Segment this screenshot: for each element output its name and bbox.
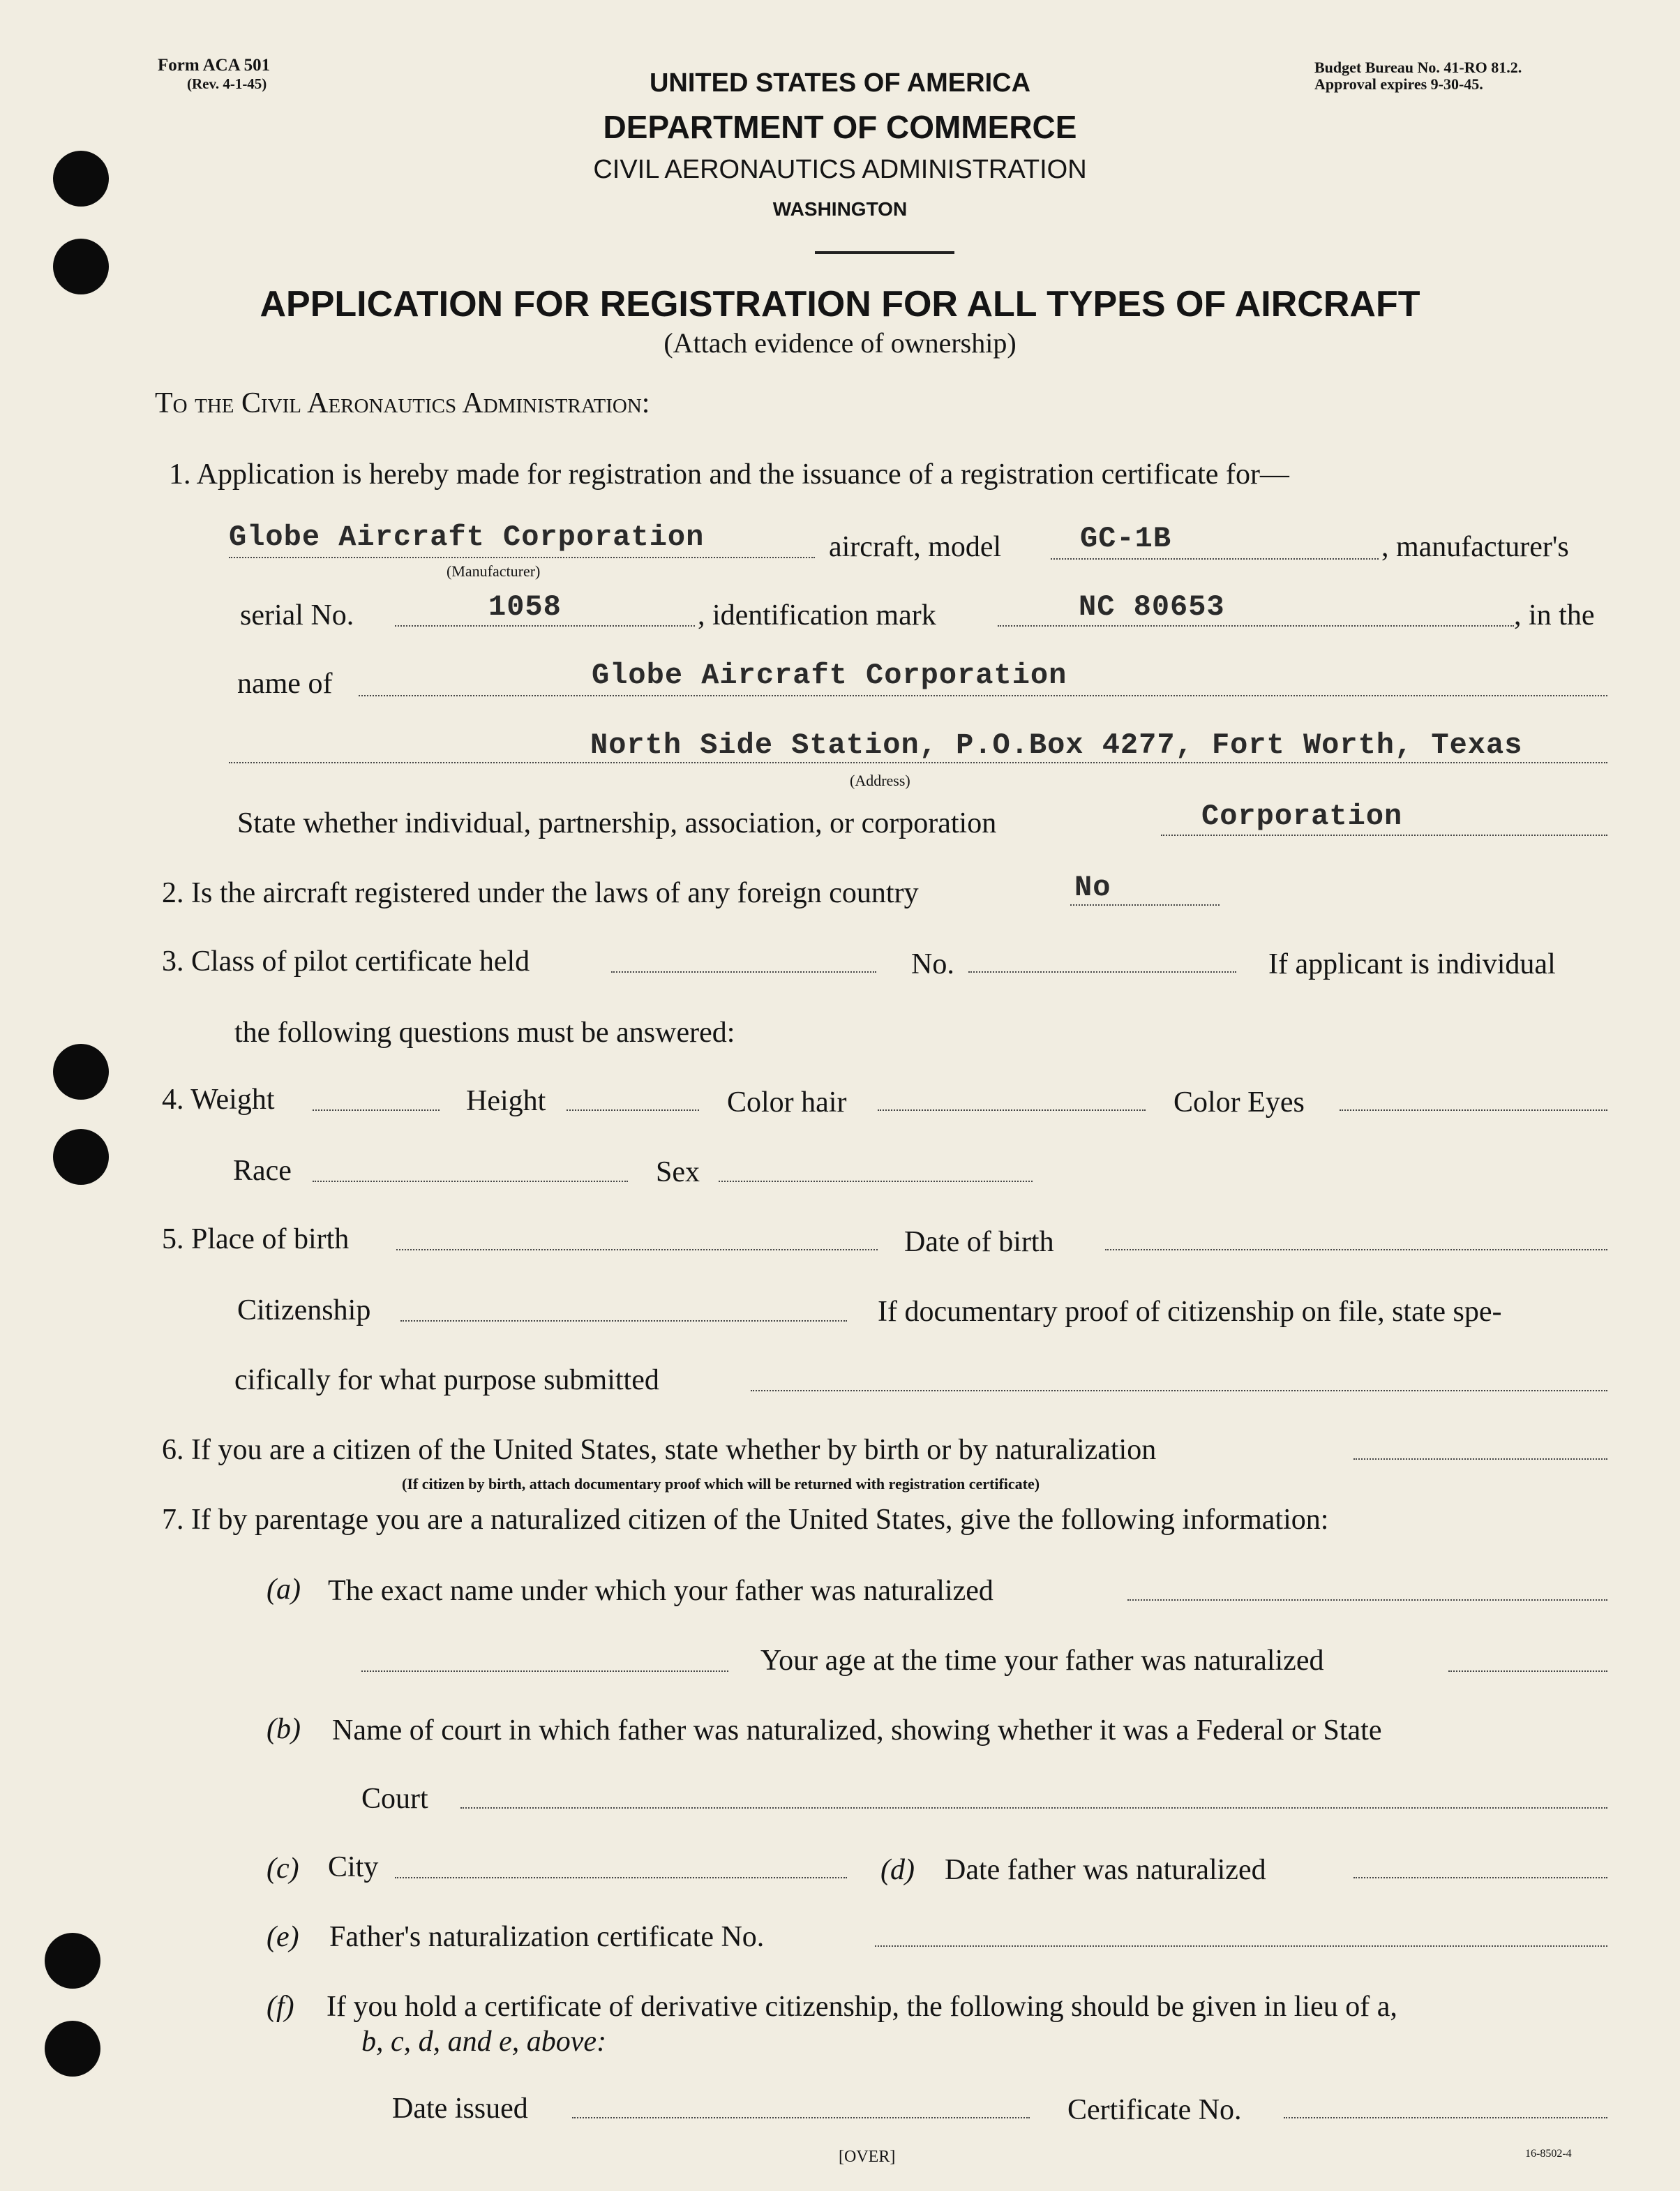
citizenship-field-line: [400, 1320, 847, 1322]
ident-value[interactable]: NC 80653: [1079, 590, 1225, 624]
address-field-line: [229, 762, 1607, 763]
height-label: Height: [466, 1085, 546, 1117]
address-caption: (Address): [850, 772, 910, 789]
serial-value[interactable]: 1058: [488, 590, 562, 624]
address-value[interactable]: North Side Station, P.O.Box 4277, Fort Worth, Texas: [590, 728, 1523, 762]
q7b-label: Name of court in which father was naturalized, showing whether it was a Federal or State: [332, 1714, 1382, 1747]
manufacturers-label: , manufacturer's: [1381, 531, 1569, 563]
place-of-birth-field-line: [396, 1249, 878, 1250]
over-marker: [OVER]: [839, 2148, 896, 2166]
q7e-letter: (e): [267, 1921, 299, 1953]
q7b-letter: (b): [267, 1713, 301, 1745]
form-number: Form ACA 501: [158, 56, 271, 75]
weight-field-line: [313, 1109, 440, 1111]
header-city: WASHINGTON: [772, 198, 908, 220]
aircraft-model-label: aircraft, model: [829, 531, 1002, 563]
cert-no-field-line: [1284, 2117, 1607, 2118]
color-eyes-field-line: [1340, 1109, 1607, 1111]
header-rule: [815, 251, 954, 254]
q7-label: 7. If by parentage you are a naturalized citizen of the United States, give the following information:: [162, 1504, 1329, 1536]
q6-label: 6. If you are a citizen of the United States, state whether by birth or by naturalization: [162, 1434, 1157, 1466]
place-of-birth-label: 5. Place of birth: [162, 1223, 350, 1255]
entity-type-label: State whether individual, partnership, association, or corporation: [237, 807, 997, 839]
budget-bureau-no: Budget Bureau No. 41-RO 81.2.: [1314, 59, 1522, 76]
header-country: UNITED STATES OF AMERICA: [649, 68, 1031, 98]
q7d-field-line: [1353, 1877, 1607, 1878]
name-of-label: name of: [237, 668, 333, 700]
height-field-line: [567, 1109, 699, 1111]
q7c-label: City: [328, 1851, 379, 1883]
q7b-court-field-line: [460, 1807, 1607, 1809]
entity-type-value[interactable]: Corporation: [1201, 800, 1403, 833]
header-department: DEPARTMENT OF COMMERCE: [603, 109, 1077, 145]
date-issued-label: Date issued: [392, 2093, 528, 2125]
date-of-birth-label: Date of birth: [904, 1226, 1054, 1258]
header-agency: CIVIL AERONAUTICS ADMINISTRATION: [593, 155, 1087, 184]
purpose-field-line: [751, 1390, 1607, 1391]
q7f-line2: b, c, d, and e, above:: [361, 2026, 607, 2058]
date-of-birth-field-line: [1105, 1249, 1607, 1250]
q7f-label: If you hold a certificate of derivative citizenship, the following should be given in lieu of a,: [327, 1991, 1397, 2023]
cert-no-label: Certificate No.: [1067, 2094, 1242, 2126]
foreign-registration-value[interactable]: No: [1074, 871, 1111, 904]
salutation: To the Civil Aeronautics Administration:: [155, 387, 650, 419]
q7e-field-line: [875, 1945, 1607, 1947]
q7c-field-line: [395, 1877, 847, 1878]
q7a-letter: (a): [267, 1573, 301, 1606]
q7a-label: The exact name under which your father was naturalized: [328, 1575, 993, 1607]
purpose-label: cifically for what purpose submitted: [234, 1364, 659, 1396]
q7c-letter: (c): [267, 1853, 299, 1885]
sex-field-line: [719, 1181, 1033, 1182]
punch-hole: [53, 1129, 109, 1185]
form-subtitle: (Attach evidence of ownership): [663, 327, 1017, 359]
if-individual-label: If applicant is individual: [1268, 948, 1556, 980]
sex-label: Sex: [656, 1156, 700, 1188]
proof-label: If documentary proof of citizenship on file, state spe-: [878, 1296, 1502, 1328]
print-code: 16-8502-4: [1525, 2148, 1572, 2160]
approval-expiry: Approval expires 9-30-45.: [1314, 75, 1483, 93]
manufacturer-caption: (Manufacturer): [447, 562, 541, 580]
q7f-letter: (f): [267, 1991, 294, 2023]
punch-hole: [53, 1044, 109, 1100]
ident-label: , identification mark: [698, 599, 936, 631]
q2-label: 2. Is the aircraft registered under the laws of any foreign country: [162, 877, 919, 909]
q7d-label: Date father was naturalized: [945, 1854, 1266, 1886]
q3-label: 3. Class of pilot certificate held: [162, 945, 530, 978]
citizenship-label: Citizenship: [237, 1294, 371, 1326]
weight-label: 4. Weight: [162, 1084, 275, 1116]
race-label: Race: [233, 1155, 292, 1187]
serial-label: serial No.: [240, 599, 354, 631]
form-revision: (Rev. 4-1-45): [187, 75, 267, 92]
punch-hole: [45, 1933, 100, 1989]
form-title: APPLICATION FOR REGISTRATION FOR ALL TYPES OF AIRCRAFT: [260, 284, 1420, 324]
ident-field-line: [998, 625, 1514, 627]
q7a-field-line-2: [361, 1670, 728, 1672]
q7a-field-line: [1127, 1599, 1607, 1601]
q7e-label: Father's naturalization certificate No.: [329, 1921, 765, 1953]
color-hair-label: Color hair: [727, 1086, 847, 1119]
color-hair-field-line: [878, 1109, 1146, 1111]
pilot-cert-field-line: [611, 971, 876, 973]
q7a-age-field-line: [1448, 1670, 1607, 1672]
q7a-age-label: Your age at the time your father was naturalized: [760, 1645, 1324, 1677]
punch-hole: [45, 2021, 100, 2077]
date-issued-field-line: [572, 2117, 1030, 2118]
race-field-line: [313, 1181, 628, 1182]
pilot-cert-no-field-line: [968, 971, 1236, 973]
model-field-line: [1051, 558, 1379, 560]
serial-field-line: [395, 625, 695, 627]
model-value[interactable]: GC-1B: [1080, 522, 1172, 555]
q7b-court-label: Court: [361, 1783, 428, 1815]
foreign-field-line: [1070, 904, 1220, 906]
color-eyes-label: Color Eyes: [1173, 1086, 1305, 1119]
q1-intro: 1. Application is hereby made for registration and the issuance of a registration certificate for—: [169, 458, 1289, 491]
entity-type-field-line: [1161, 835, 1607, 836]
q7d-letter: (d): [880, 1854, 915, 1886]
q3-line2: the following questions must be answered:: [234, 1017, 735, 1049]
manufacturer-field-line: [229, 557, 815, 558]
q6-field-line: [1353, 1458, 1607, 1460]
manufacturer-value[interactable]: Globe Aircraft Corporation: [229, 521, 705, 554]
q6-note: (If citizen by birth, attach documentary proof which will be returned with registration certificate): [402, 1475, 1040, 1493]
pilot-cert-no-label: No.: [911, 948, 954, 980]
in-the-label: , in the: [1514, 599, 1595, 631]
name-field-line: [359, 695, 1607, 696]
owner-name-value[interactable]: Globe Aircraft Corporation: [592, 659, 1067, 692]
